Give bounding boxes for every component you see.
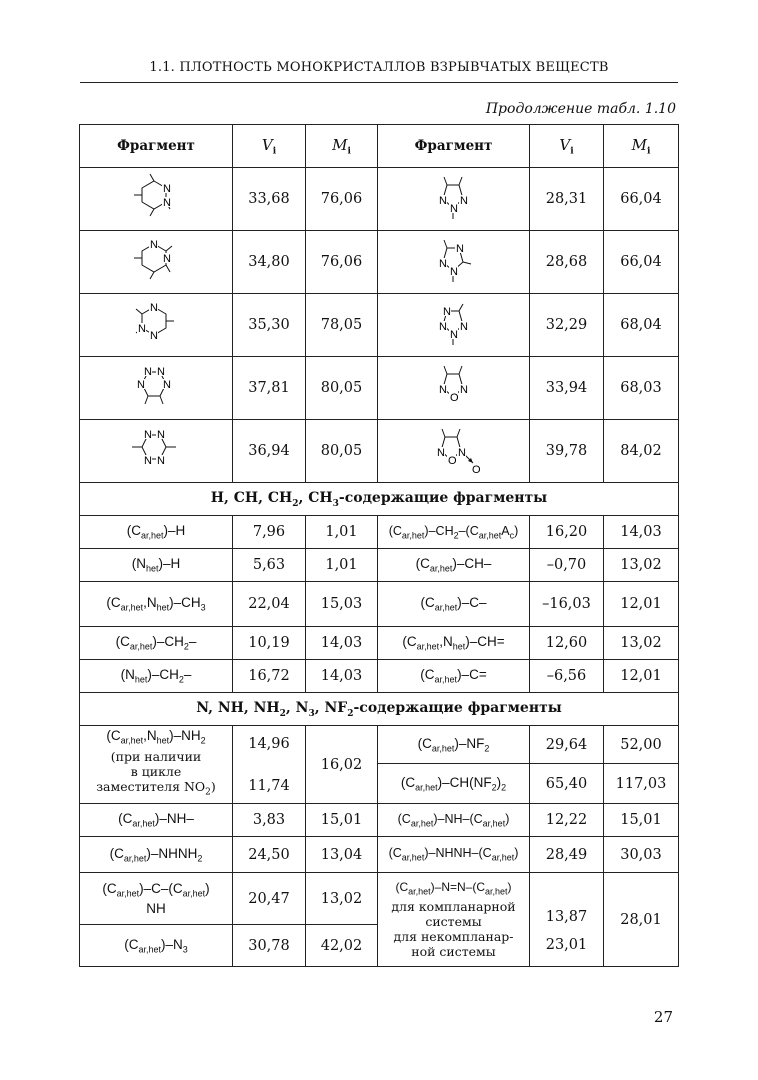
value-m: 76,06	[306, 231, 378, 294]
value-v: –6,56	[530, 660, 604, 693]
value-m: 12,01	[604, 582, 679, 627]
value-m: 1,01	[306, 516, 378, 549]
value-m: 42,02	[306, 925, 378, 967]
fragment-formula: $(C_{ar,het})-NF_2$	[378, 726, 530, 764]
fragment-volume-table	[79, 124, 679, 967]
svg-text:N: N	[459, 195, 468, 207]
value-m: 16,02	[306, 726, 378, 804]
fragment-formula: $(C_{ar,het})-CH-$	[378, 549, 530, 582]
value-v: 13,87 23,01	[530, 873, 604, 967]
svg-text:N: N	[455, 243, 464, 255]
fragment-formula: $(N_{het})-CH_2-$	[80, 660, 233, 693]
value-m: 80,05	[306, 357, 378, 420]
section-header-row	[80, 693, 679, 726]
svg-text:N: N	[137, 379, 145, 391]
svg-text:N: N	[438, 195, 447, 207]
fragment-formula: $(C_{ar,het})-NH-(C_{ar,het})$	[378, 804, 530, 837]
svg-text:N: N	[457, 447, 466, 459]
svg-text:N: N	[157, 455, 165, 467]
svg-text:N: N	[157, 429, 165, 441]
table-row	[80, 627, 679, 660]
value-v: 36,94	[233, 420, 306, 483]
furazan-structure	[378, 357, 530, 420]
value-v: 65,40	[530, 764, 604, 804]
fragment-formula: $(C_{ar,het},N_{het})-NH_2$ (при наличии в цикле заместителя $NO_2$)	[80, 726, 233, 804]
value-m: 15,01	[604, 804, 679, 837]
svg-text:N: N	[163, 183, 171, 195]
fragment-formula: $(C_{ar,het},N_{het})-CH=$	[378, 627, 530, 660]
table-header-row	[80, 125, 679, 168]
svg-text:N: N	[144, 366, 152, 378]
value-v: 35,30	[233, 294, 306, 357]
value-v: 22,04	[233, 582, 306, 627]
value-m: 84,02	[604, 420, 679, 483]
fragment-formula: $(C_{ar,het})-CH(NF_2)_2$	[378, 764, 530, 804]
value-v: 39,78	[530, 420, 604, 483]
value-m: 15,03	[306, 582, 378, 627]
svg-text:N: N	[163, 197, 171, 209]
svg-text:N: N	[438, 258, 447, 270]
value-v: 28,31	[530, 168, 604, 231]
svg-text:N: N	[436, 447, 445, 459]
value-m: 13,04	[306, 837, 378, 873]
fragment-formula: $(C_{ar,het})-C=$	[378, 660, 530, 693]
value-m: 28,01	[604, 873, 679, 967]
value-v: 7,96	[233, 516, 306, 549]
tetrazine-structure	[80, 357, 233, 420]
table-row	[80, 582, 679, 627]
value-v: 16,72	[233, 660, 306, 693]
value-v: 14,96 11,74	[233, 726, 306, 804]
col-fragment-right: Фрагмент	[378, 125, 530, 168]
pyridazine-structure	[80, 168, 233, 231]
value-m: 66,04	[604, 231, 679, 294]
fragment-formula: $(C_{ar,het})-N_3$	[80, 925, 233, 967]
section-header-row	[80, 483, 679, 516]
table-row	[80, 804, 679, 837]
table-row	[80, 231, 679, 294]
value-m: 68,03	[604, 357, 679, 420]
fragment-formula: $(C_{ar,het})-CH_2-$	[80, 627, 233, 660]
table-row	[80, 294, 679, 357]
triazole-124-structure	[378, 231, 530, 294]
fragment-formula: $(C_{ar,het})-CH_2-(C_{ar,het}A_c)$	[378, 516, 530, 549]
table-row	[80, 660, 679, 693]
value-m: 13,02	[306, 873, 378, 925]
svg-text:N: N	[144, 455, 152, 467]
value-v: 34,80	[233, 231, 306, 294]
value-v: 12,60	[530, 627, 604, 660]
fragment-formula: $(N_{het})-H$	[80, 549, 233, 582]
svg-text:N: N	[150, 330, 158, 342]
value-m: 14,03	[306, 660, 378, 693]
table-row	[80, 516, 679, 549]
table-row	[80, 549, 679, 582]
fragment-formula: $(C_{ar,het})-NHNH_2$	[80, 837, 233, 873]
header-rule	[80, 82, 678, 83]
table-row	[80, 726, 679, 764]
svg-text:O: O	[447, 455, 457, 467]
col-m-right: $M_i$	[604, 125, 679, 168]
triazole-structure	[378, 168, 530, 231]
svg-text:N: N	[157, 366, 165, 378]
svg-text:O: O	[449, 392, 459, 404]
value-v: 20,47	[233, 873, 306, 925]
value-m: 76,06	[306, 168, 378, 231]
svg-text:N: N	[150, 302, 158, 314]
svg-text:N: N	[438, 321, 447, 333]
value-v: –16,03	[530, 582, 604, 627]
running-header: 1.1. ПЛОТНОСТЬ МОНОКРИСТАЛЛОВ ВЗРЫВЧАТЫХ ВЕЩЕСТВ	[149, 60, 609, 75]
col-fragment-left: Фрагмент	[80, 125, 233, 168]
table-continuation-label: Продолжение табл. 1.10	[485, 101, 676, 117]
value-m: 66,04	[604, 168, 679, 231]
value-m: 12,01	[604, 660, 679, 693]
svg-text:N: N	[163, 379, 171, 391]
value-v: –0,70	[530, 549, 604, 582]
col-m-left: $M_i$	[306, 125, 378, 168]
svg-text:O: O	[471, 464, 481, 476]
value-m: 117,03	[604, 764, 679, 804]
value-v: 28,68	[530, 231, 604, 294]
value-v: 28,49	[530, 837, 604, 873]
triazine-structure	[80, 294, 233, 357]
value-m: 52,00	[604, 726, 679, 764]
furoxan-structure	[378, 420, 530, 483]
table-row	[80, 873, 679, 925]
value-v: 12,22	[530, 804, 604, 837]
value-v: 33,94	[530, 357, 604, 420]
fragment-formula: $(C_{ar,het})-C-(C_{ar,het})$ NH	[80, 873, 233, 925]
value-v: 3,83	[233, 804, 306, 837]
svg-text:N: N	[144, 429, 152, 441]
fragment-formula: $(C_{ar,het})-NHNH-(C_{ar,het})$	[378, 837, 530, 873]
table-row	[80, 168, 679, 231]
value-v: 10,19	[233, 627, 306, 660]
value-m: 14,03	[306, 627, 378, 660]
svg-text:N: N	[449, 203, 458, 215]
fragment-formula: $(C_{ar,het},N_{het})-CH_3$	[80, 582, 233, 627]
tetrazole-structure	[378, 294, 530, 357]
value-m: 13,02	[604, 627, 679, 660]
col-v-left: $V_i$	[233, 125, 306, 168]
section-h-title: H, CH, $CH_2$, $CH_3$-содержащие фрагменты	[80, 483, 679, 516]
table-row	[80, 420, 679, 483]
page-number: 27	[653, 1008, 673, 1026]
value-m: 15,01	[306, 804, 378, 837]
value-m: 13,02	[604, 549, 679, 582]
value-m: 80,05	[306, 420, 378, 483]
table-row	[80, 837, 679, 873]
svg-text:N: N	[138, 323, 146, 335]
svg-text:N: N	[459, 321, 468, 333]
svg-text:N: N	[442, 306, 451, 318]
value-v: 32,29	[530, 294, 604, 357]
svg-text:N: N	[459, 384, 468, 396]
value-v: 37,81	[233, 357, 306, 420]
value-m: 14,03	[604, 516, 679, 549]
value-m: 30,03	[604, 837, 679, 873]
fragment-formula: $(C_{ar,het})-NH-$	[80, 804, 233, 837]
svg-text:N: N	[163, 253, 171, 265]
svg-text:N: N	[150, 239, 158, 251]
value-m: 78,05	[306, 294, 378, 357]
s-tetrazine-structure	[80, 420, 233, 483]
table-row	[80, 357, 679, 420]
section-n-title: N, NH, $NH_2$, $N_3$, $NF_2$-содержащие фрагменты	[80, 693, 679, 726]
value-v: 33,68	[233, 168, 306, 231]
value-v: 5,63	[233, 549, 306, 582]
value-m: 68,04	[604, 294, 679, 357]
pyrimidine-structure	[80, 231, 233, 294]
value-v: 29,64	[530, 726, 604, 764]
fragment-formula: $(C_{ar,het})-C-$	[378, 582, 530, 627]
svg-text:N: N	[449, 329, 458, 341]
col-v-right: $V_i$	[530, 125, 604, 168]
value-v: 24,50	[233, 837, 306, 873]
value-m: 1,01	[306, 549, 378, 582]
svg-text:N: N	[438, 384, 447, 396]
svg-text:N: N	[449, 266, 458, 278]
value-v: 30,78	[233, 925, 306, 967]
fragment-formula: $(C_{ar,het})-N=N-(C_{ar,het})$ для компланарной системы для некомпланар- ной системы	[378, 873, 530, 967]
fragment-formula: $(C_{ar,het})-H$	[80, 516, 233, 549]
value-v: 16,20	[530, 516, 604, 549]
